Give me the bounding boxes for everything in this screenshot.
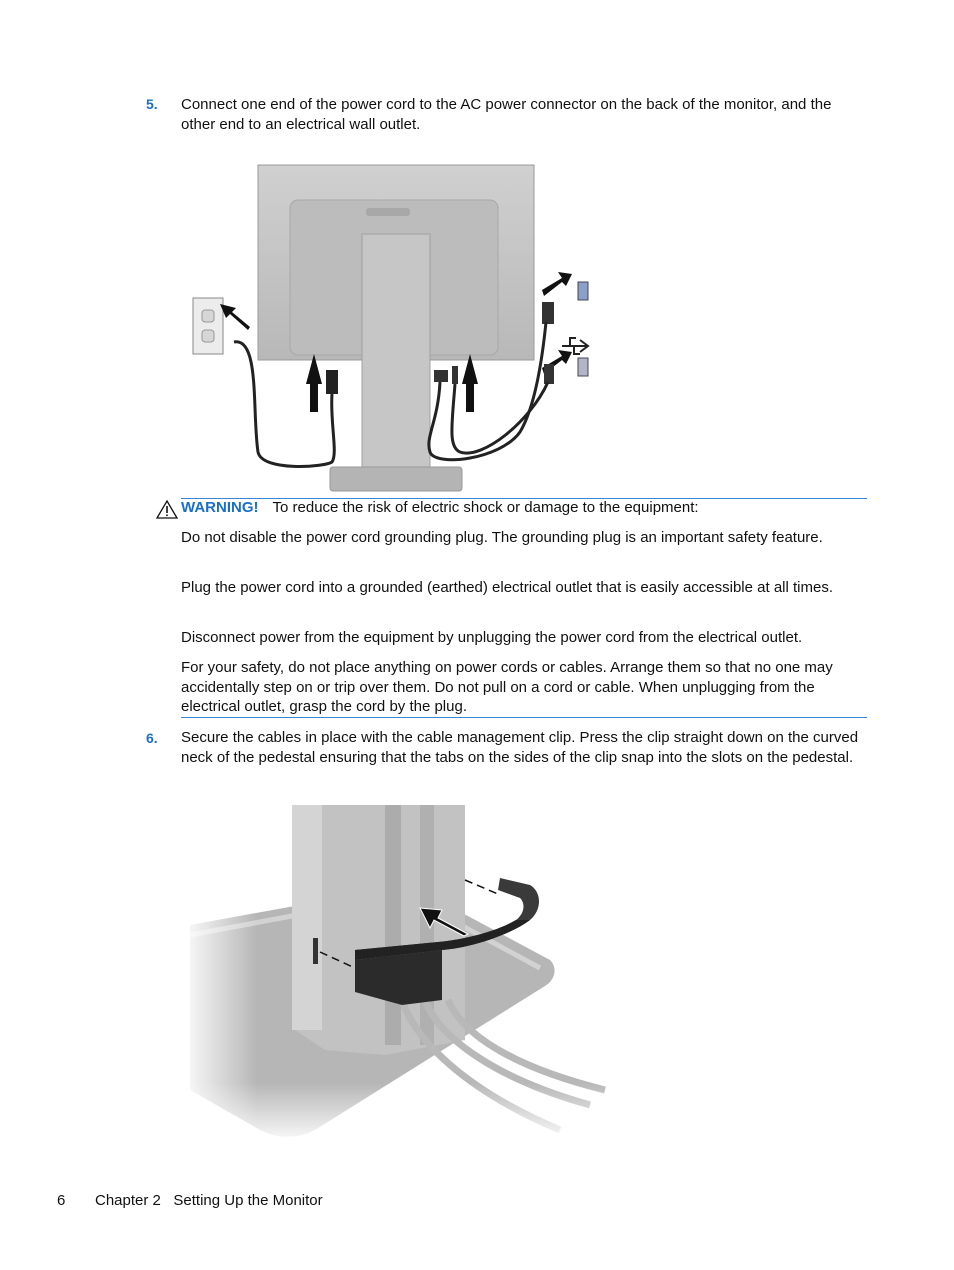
warning-intro: To reduce the risk of electric shock or damage to the equipment:	[272, 499, 699, 516]
page-number: 6	[57, 1192, 66, 1209]
warning-paragraph-2: Plug the power cord into a grounded (earthed) electrical outlet that is easily accessible at all times.	[181, 579, 834, 596]
step-5-number: 5.	[146, 96, 158, 112]
stand-base	[330, 467, 462, 491]
stand-neck	[362, 234, 430, 474]
warning-bottom-rule	[181, 717, 867, 718]
warning-label: WARNING!	[181, 499, 259, 516]
wall-outlet	[193, 298, 223, 354]
port-icon-bottom	[578, 358, 588, 376]
warning-paragraph-3: Disconnect power from the equipment by unplugging the power cord from the electrical outlet.	[181, 629, 803, 646]
power-arrow	[306, 354, 322, 412]
port-icon-top	[578, 282, 588, 300]
footer-chapter-title: Setting Up the Monitor	[173, 1192, 323, 1209]
warning-heading	[181, 498, 867, 518]
footer-chapter	[95, 1192, 323, 1209]
outlet-arrow	[220, 304, 250, 330]
top-right-arrow	[542, 272, 572, 296]
step-6-text: Secure the cables in place with the cable management clip. Press the clip straight down on the curved neck of the pedestal ensuring that the tabs on the sides of the clip snap into the slots on the pedestal.	[181, 729, 859, 766]
step-6-number: 6.	[146, 730, 158, 746]
cable-clip-figure	[180, 800, 610, 1145]
warning-paragraph-4: For your safety, do not place anything on power cords or cables. Arrange them so that no one may accidentally step on or trip over them. Do not pull on a cord or cable. When unplugging from the electrical outlet, grasp the cord by the plug.	[181, 659, 833, 715]
signal-arrow	[462, 354, 478, 412]
warning-paragraph-1: Do not disable the power cord grounding plug. The grounding plug is an important safety feature.	[181, 529, 823, 546]
monitor-cable-connection-figure	[190, 162, 610, 497]
footer-chapter-label: Chapter 2	[95, 1192, 161, 1209]
step-5-text: Connect one end of the power cord to the AC power connector on the back of the monitor, and the other end to an electrical wall outlet.	[181, 96, 832, 133]
warning-triangle-icon	[156, 500, 178, 519]
